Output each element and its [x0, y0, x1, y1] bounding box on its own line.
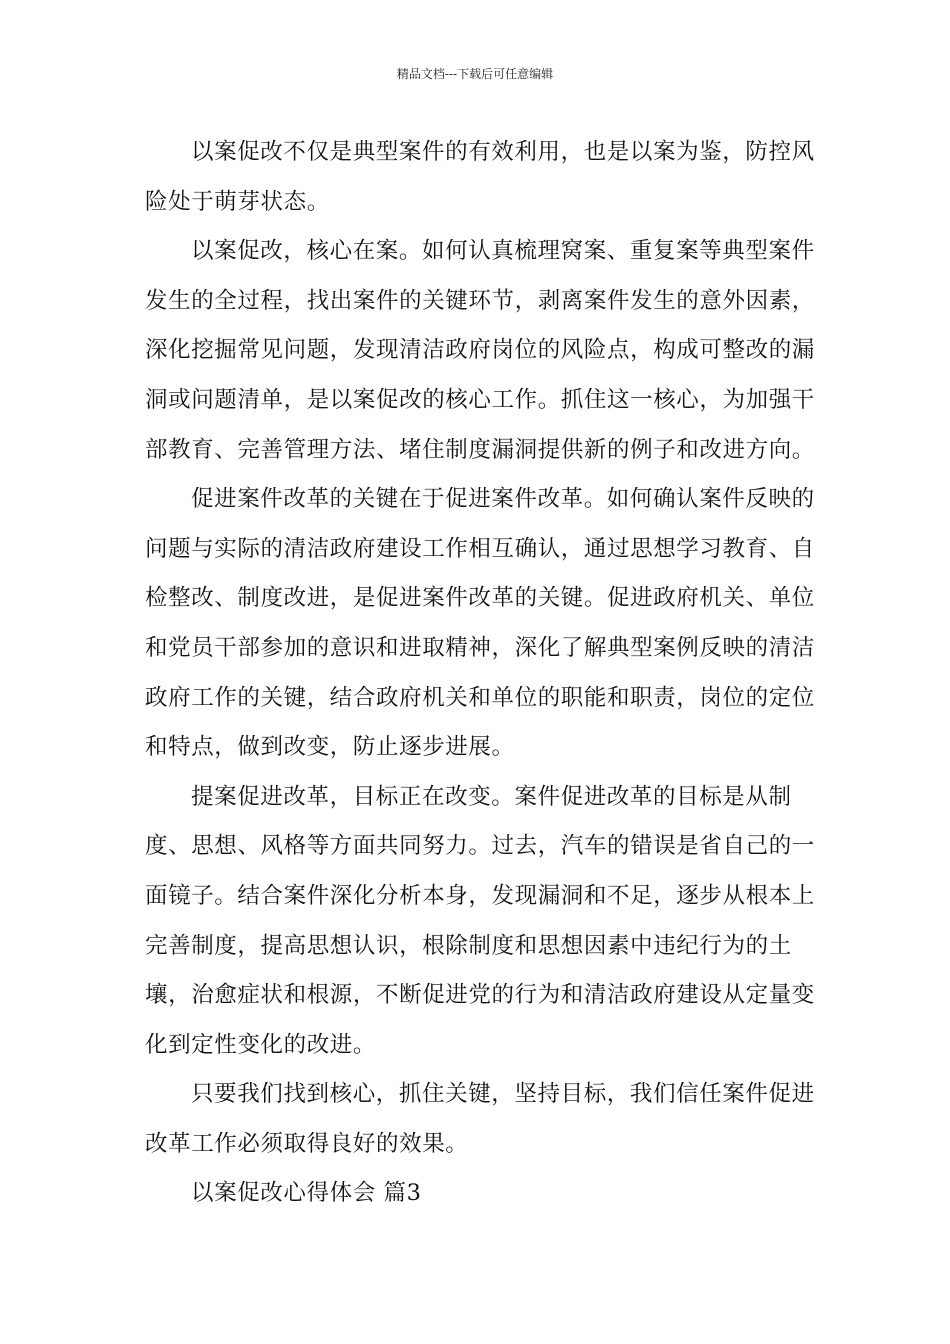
document-body [145, 128, 835, 1219]
paragraph-3: 促进案件改革的关键在于促进案件改革。如何确认案件反映的问题与实际的清洁政府建设工作相互确认，通过思想学习教育、自检整改、制度改进，是促进案件改革的关键。促进政府机关、单位和党员干部参加的意识和进取精神，深化了解典型案例反映的清洁政府工作的关键，结合政府机关和单位的职能和职责，岗位的定位和特点，做到改变，防止逐步进展。 [145, 486, 815, 761]
page-header: 精品文档---下载后可任意编辑 [396, 67, 554, 81]
section-heading: 以案促改心得体会 篇3 [191, 1180, 422, 1207]
paragraph-2: 以案促改，核心在案。如何认真梳理窝案、重复案等典型案件发生的全过程，找出案件的关键环节，剥离案件发生的意外因素，深化挖掘常见问题，发现清洁政府岗位的风险点，构成可整改的漏洞或问题清单，是以案促改的核心工作。抓住这一核心，为加强干部教育、完善管理方法、堵住制度漏洞提供新的例子和改进方向。 [145, 238, 815, 463]
paragraph-5: 只要我们找到核心，抓住关键，坚持目标，我们信任案件促进改革工作必须取得良好的效果。 [145, 1081, 815, 1157]
paragraph-4: 提案促进改革，目标正在改变。案件促进改革的目标是从制度、思想、风格等方面共同努力。过去，汽车的错误是省自己的一面镜子。结合案件深化分析本身，发现漏洞和不足，逐步从根本上完善制度，提高思想认识，根除制度和思想因素中违纪行为的土壤，治愈症状和根源，不断促进党的行为和清洁政府建设从定量变化到定性变化的改进。 [145, 783, 815, 1058]
paragraph-1: 以案促改不仅是典型案件的有效利用，也是以案为鉴，防控风险处于萌芽状态。 [145, 139, 815, 215]
